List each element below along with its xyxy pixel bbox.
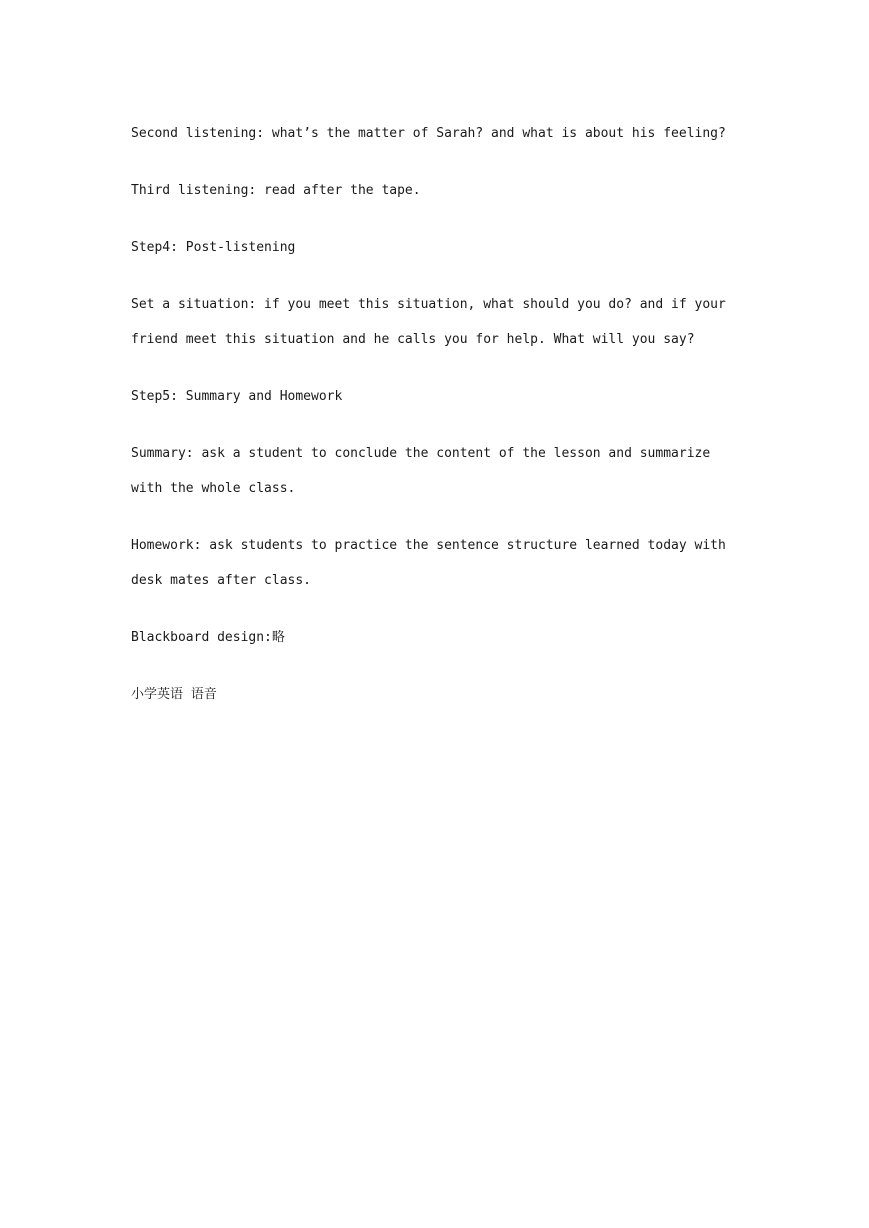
paragraph-homework: Homework: ask students to practice the sentence structure learned today with desk mates after class. [131,538,726,588]
heading-step5: Step5: Summary and Homework [131,389,343,404]
paragraph-second-listening: Second listening: what’s the matter of Sarah? and what is about his feeling? [131,126,726,141]
paragraph-set-situation: Set a situation: if you meet this situation, what should you do? and if your friend meet this situation and he calls you for help. What will you say? [131,297,726,347]
paragraph-summary: Summary: ask a student to conclude the content of the lesson and summarize with the whole class. [131,446,711,496]
paragraph-blackboard-design: Blackboard design:略 [131,630,285,645]
document-body [131,116,741,734]
paragraph-footer-category: 小学英语 语音 [131,687,217,702]
heading-step4: Step4: Post-listening [131,240,296,255]
paragraph-third-listening: Third listening: read after the tape. [131,183,421,198]
